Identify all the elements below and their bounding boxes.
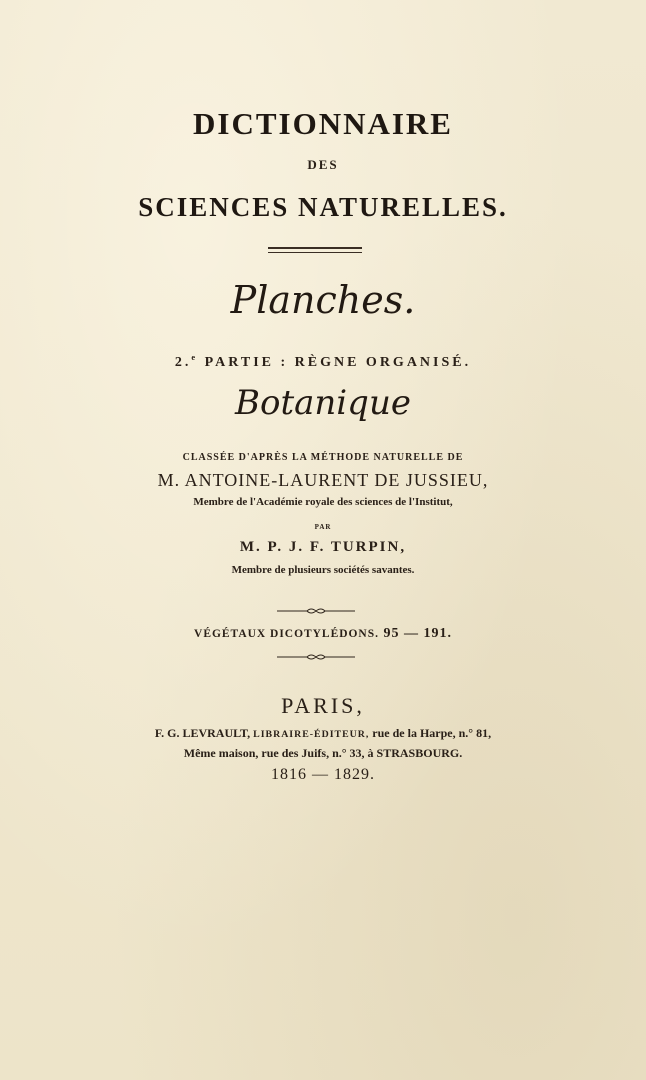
botanique-heading: Botanique — [235, 383, 411, 423]
title-des: DES — [307, 157, 339, 172]
imprint-city: PARIS, — [281, 693, 365, 718]
jussieu-membership: Membre de l'Académie royale des sciences de l'Institut, — [193, 496, 453, 508]
volume-label: VÉGÉTAUX DICOTYLÉDONS. — [194, 628, 379, 640]
par-label: PAR — [314, 523, 332, 531]
partie-line — [0, 355, 646, 371]
partie-text: PARTIE : RÈGNE ORGANISÉ. — [198, 355, 472, 370]
title-dictionnaire: DICTIONNAIRE — [193, 106, 453, 141]
double-rule-divider — [268, 247, 362, 253]
classee-line: CLASSÉE D'APRÈS LA MÉTHODE NATURELLE DE — [182, 452, 464, 463]
volume-range: 95 — 191. — [383, 626, 452, 641]
imprint-publisher — [0, 726, 646, 741]
jussieu-name: M. ANTOINE-LAURENT DE JUSSIEU, — [157, 470, 489, 490]
imprint-branch: Même maison, rue des Juifs, n.° 33, à STRASBOURG. — [183, 746, 463, 760]
planches-heading: Planches. — [230, 278, 416, 322]
turpin-membership: Membre de plusieurs sociétés savantes. — [231, 564, 415, 576]
publisher-address: rue de la Harpe, n.° 81, — [372, 726, 492, 740]
ornament-divider-bottom — [275, 653, 357, 661]
partie-number: 2. — [174, 355, 192, 370]
volume-line — [0, 626, 646, 642]
ornament-divider-top — [275, 607, 357, 615]
publisher-role: LIBRAIRE-ÉDITEUR, — [253, 729, 370, 740]
publisher-name: F. G. LEVRAULT, — [154, 726, 251, 740]
partie-superscript: e — [191, 353, 199, 363]
turpin-name: M. P. J. F. TURPIN, — [239, 539, 407, 555]
title-sciences-naturelles: SCIENCES NATURELLES. — [138, 192, 508, 222]
imprint-dates: 1816 — 1829. — [271, 766, 375, 783]
